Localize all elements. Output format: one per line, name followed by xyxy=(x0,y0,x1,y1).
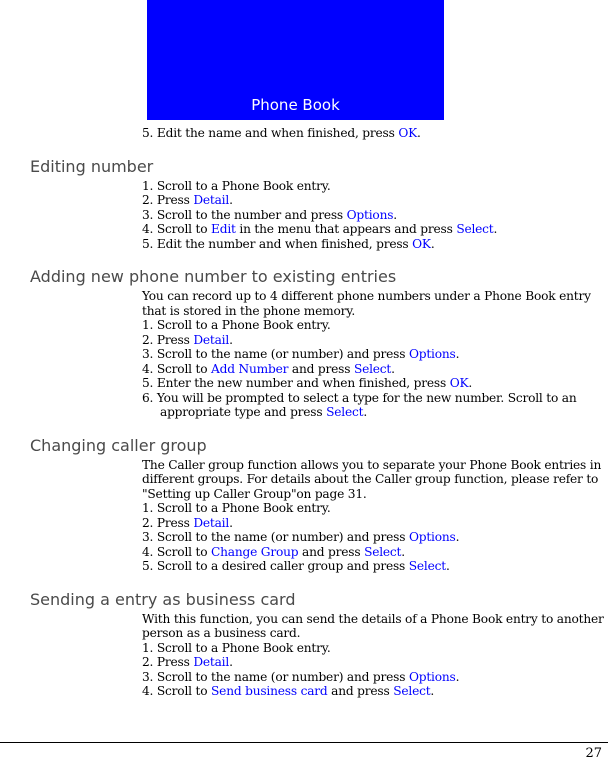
text-line xyxy=(142,458,608,473)
text-line xyxy=(142,655,608,670)
line-text: . xyxy=(430,236,435,251)
text-line xyxy=(142,333,608,348)
line-text: . xyxy=(363,405,367,419)
text-line xyxy=(142,559,608,574)
line-text: With this function, you can send the details of a Phone Book entry to another xyxy=(142,611,604,626)
text-line xyxy=(142,318,608,333)
line-text: . xyxy=(391,361,395,376)
line-text: . xyxy=(393,207,397,222)
line-text: . xyxy=(229,193,233,207)
text-line xyxy=(142,376,608,391)
keyword: Detail xyxy=(193,655,230,669)
keyword: Select xyxy=(364,544,402,559)
line-text: 3. Scroll to the name (or number) and press xyxy=(142,530,409,544)
text-line xyxy=(142,472,608,487)
line-text: 1. Scroll to a Phone Book entry. xyxy=(142,501,331,515)
line-text: 3. Scroll to the name (or number) and press xyxy=(142,669,409,684)
section-heading: Sending a entry as business card xyxy=(30,589,296,609)
page-number: 27 xyxy=(585,746,602,761)
line-text: . xyxy=(455,347,460,361)
line-text: 2. Press xyxy=(142,193,194,207)
line-text: . xyxy=(468,376,473,390)
line-text: 4. Scroll to xyxy=(142,361,212,376)
keyword: Select xyxy=(408,559,446,573)
phone-book-banner xyxy=(147,0,444,120)
text-line xyxy=(142,612,608,627)
keyword: Send business card xyxy=(211,684,328,698)
line-text: 5. Enter the new number and when finished, press xyxy=(142,376,450,390)
text-line xyxy=(142,530,608,545)
text-line xyxy=(142,304,608,319)
line-text: 4. Scroll to xyxy=(142,684,212,698)
text-line xyxy=(142,487,608,502)
line-text: . xyxy=(229,515,233,530)
keyword: Options xyxy=(408,530,456,544)
keyword: Select xyxy=(393,684,431,698)
text-line xyxy=(142,237,608,252)
keyword: OK xyxy=(398,126,418,140)
section-heading: Changing caller group xyxy=(30,435,207,455)
intro-step xyxy=(142,126,608,141)
line-text: appropriate type and press xyxy=(160,405,327,419)
line-text: . xyxy=(417,126,421,140)
text-line xyxy=(142,545,608,560)
line-text: . xyxy=(493,222,498,236)
line-text: . xyxy=(430,684,435,698)
line-text: . xyxy=(229,655,233,669)
text-line xyxy=(142,222,608,237)
keyword: Select xyxy=(353,361,392,376)
text-line xyxy=(142,501,608,516)
line-text: and press xyxy=(327,684,394,698)
line-text: "Setting up Caller Group"on page 31. xyxy=(142,486,367,501)
text-line xyxy=(142,516,608,531)
line-text: person as a business card. xyxy=(142,626,301,640)
text-line xyxy=(142,208,608,223)
line-text: 2. Press xyxy=(142,515,194,530)
text-line xyxy=(142,289,608,304)
line-text: . xyxy=(455,669,460,684)
line-text: . xyxy=(445,559,450,573)
document-body xyxy=(0,124,608,699)
line-text: 1. Scroll to a Phone Book entry. xyxy=(142,318,331,332)
line-text: different groups. For details about the Caller group function, please refer to xyxy=(142,472,599,486)
keyword: Select xyxy=(326,405,364,419)
keyword: Options xyxy=(408,669,456,684)
keyword: OK xyxy=(412,236,431,251)
text-line xyxy=(142,626,608,641)
line-text: . xyxy=(455,530,460,544)
keyword: Add Number xyxy=(211,361,289,376)
line-text: that is stored in the phone memory. xyxy=(142,303,356,318)
line-text: 2. Press xyxy=(142,655,194,669)
keyword: Options xyxy=(346,207,394,222)
line-text: 2. Press xyxy=(142,332,194,347)
line-text: 3. Scroll to the name (or number) and press xyxy=(142,347,409,361)
line-text: in the menu that appears and press xyxy=(235,222,457,236)
text-line xyxy=(142,391,608,406)
line-text: . xyxy=(229,332,233,347)
line-text: 1. Scroll to a Phone Book entry. xyxy=(142,178,331,193)
line-text: 5. Scroll to a desired caller group and press xyxy=(142,559,409,573)
keyword: Detail xyxy=(193,332,230,347)
text-line xyxy=(142,193,608,208)
keyword: Edit xyxy=(211,222,236,236)
footer-divider xyxy=(0,742,608,743)
line-text: You can record up to 4 different phone numbers under a Phone Book entry xyxy=(142,289,591,303)
keyword: Select xyxy=(456,222,494,236)
line-text: 6. You will be prompted to select a type for the new number. Scroll to an xyxy=(142,390,577,405)
keyword: OK xyxy=(449,376,469,390)
text-line xyxy=(142,362,608,377)
text-line xyxy=(142,670,608,685)
line-text: 1. Scroll to a Phone Book entry. xyxy=(142,640,331,655)
line-text: 5. Edit the number and when finished, press xyxy=(142,236,413,251)
line-text: and press xyxy=(288,361,354,376)
section-heading: Editing number xyxy=(30,156,154,176)
keyword: Detail xyxy=(193,193,230,207)
section-heading: Adding new phone number to existing entries xyxy=(30,267,397,286)
line-text: 4. Scroll to xyxy=(142,544,212,559)
text-line xyxy=(160,405,608,420)
line-text: and press xyxy=(298,544,365,559)
line-text: 5. Edit the name and when finished, press xyxy=(142,126,399,140)
line-text: 3. Scroll to the number and press xyxy=(142,207,347,222)
keyword: Options xyxy=(408,347,456,361)
line-text: . xyxy=(401,544,405,559)
keyword: Detail xyxy=(193,515,230,530)
text-line xyxy=(142,347,608,362)
text-line xyxy=(142,684,608,699)
keyword: Change Group xyxy=(211,544,299,559)
line-text: The Caller group function allows you to separate your Phone Book entries in xyxy=(142,457,602,472)
line-text: 4. Scroll to xyxy=(142,222,212,236)
banner-title: Phone Book xyxy=(251,96,340,114)
text-line xyxy=(142,641,608,656)
text-line xyxy=(142,179,608,194)
